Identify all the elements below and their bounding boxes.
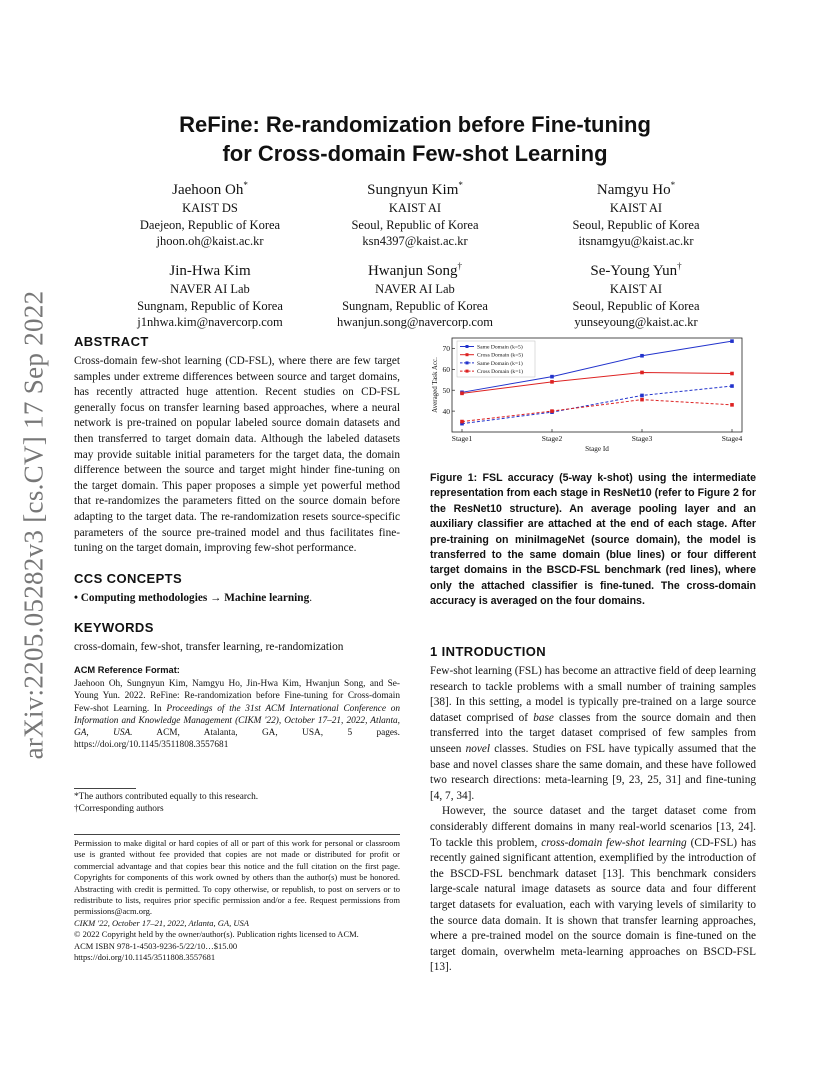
series-point xyxy=(550,409,554,413)
author-mark: † xyxy=(457,261,463,271)
intro-term-base: base xyxy=(533,711,554,724)
legend-label: Same Domain (k=5) xyxy=(477,344,523,351)
abstract-heading: ABSTRACT xyxy=(74,334,149,349)
series-point xyxy=(460,392,464,396)
author-email[interactable]: hwanjun.song@navercorp.com xyxy=(337,315,493,329)
acm-ref-venue: Proceedings of the 31st ACM International Conference on Information and Knowledge Management (CIKM '22), October 17–21, 2022, Atlanta, GA, USA. xyxy=(74,703,401,739)
author-affiliation: NAVER AI Lab xyxy=(170,282,250,296)
keywords-heading: KEYWORDS xyxy=(74,620,154,636)
author-affiliation: KAIST AI xyxy=(609,201,663,215)
x-tick-label: Stage1 xyxy=(451,434,473,443)
author-block xyxy=(95,257,325,331)
acm-ref-heading: ACM Reference Format: xyxy=(74,664,180,675)
author-affiliation: NAVER AI Lab xyxy=(375,282,455,296)
introduction-heading: 1 INTRODUCTION xyxy=(430,644,547,659)
permission-venue: CIKM '22, October 17–21, 2022, Atlanta, GA, USA xyxy=(74,917,249,928)
x-tick-label: Stage3 xyxy=(631,434,653,443)
x-tick-label: Stage4 xyxy=(721,434,743,443)
author-location: Sungnam, Republic of Korea xyxy=(137,298,283,313)
intro-paragraph-2 xyxy=(430,804,756,976)
permission-isbn: ACM ISBN 978-1-4503-9236-5/22/10…$15.00 xyxy=(74,940,238,951)
intro-term-novel: novel xyxy=(465,742,491,755)
author-location: Seoul, Republic of Korea xyxy=(572,298,700,313)
ccs-text xyxy=(74,591,400,607)
series-point xyxy=(640,354,644,358)
legend-marker xyxy=(466,361,469,364)
legend-label: Cross Domain (k=5) xyxy=(477,352,524,359)
footnote-rule xyxy=(74,788,136,789)
legend-label: Cross Domain (k=1) xyxy=(477,369,524,376)
author-block xyxy=(95,176,325,250)
author-mark: * xyxy=(670,180,676,190)
y-tick-label: 50 xyxy=(442,386,450,396)
legend-marker xyxy=(466,370,469,373)
paper-title xyxy=(74,110,756,168)
chart-legend xyxy=(457,341,535,377)
author-affiliation: KAIST DS xyxy=(182,201,238,215)
x-tick-label: Stage2 xyxy=(541,434,563,443)
intro-p1-c: classes. Studies on FSL have typically assumed that the base and novel classes share the same domain, and these have followed two research directions: meta-learning [9, 23, 25, 31] and fine-tuning [4, 7, 34]. xyxy=(430,742,756,802)
legend-marker xyxy=(466,353,469,356)
legend-marker xyxy=(466,345,469,348)
author-location: Sungnam, Republic of Korea xyxy=(342,298,488,313)
author-mark: * xyxy=(243,180,248,190)
author-mark: * xyxy=(458,180,463,190)
author-name: Namgyu Ho xyxy=(596,182,671,198)
author-email[interactable]: j1nhwa.kim@navercorp.com xyxy=(137,315,283,329)
introduction-section xyxy=(430,644,756,976)
permission-rule xyxy=(74,834,400,835)
arxiv-stamp xyxy=(12,290,56,760)
intro-p1-b: classes from the source domain and then transferred into the target dataset comprised of few samples from unseen xyxy=(430,711,756,755)
acm-ref-authors: Jaehoon Oh, Sungnyun Kim, Namgyu Ho, Jin-Hwa Kim, Hwanjun Song, and Se-Young Yun. 2022. ReFine: Re-randomization before Fine-tuning for Cross-domain Few-shot Learning. In xyxy=(74,678,400,714)
author-name: Sungnyun Kim xyxy=(367,182,459,198)
author-email[interactable]: ksn4397@kaist.ac.kr xyxy=(362,234,468,248)
permission-text: Permission to make digital or hard copies of all or part of this work for personal or classroom use is granted without fee provided that copies are not made or distributed for profit or commercial advantage and that copies bear this notice and the full citation on the first page. Copyrights for components of this work owned by others than the author(s) must be honored. Abstracting with credit is permitted. To copy otherwise, or republish, to post on servers or to redistribute to lists, requires prior specific permission and/or a fee. Request permissions from permissions@acm.org. xyxy=(74,838,400,917)
left-column xyxy=(74,334,400,752)
author-affiliation: KAIST AI xyxy=(388,201,442,215)
author-name: Jaehoon Oh xyxy=(172,182,244,198)
permission-block xyxy=(74,838,400,963)
series-point xyxy=(460,420,464,424)
author-name: Jin-Hwa Kim xyxy=(169,263,251,279)
intro-term-cdfsl: cross-domain few-shot learning xyxy=(541,836,687,849)
author-mark: † xyxy=(677,261,682,271)
permission-copyright: © 2022 Copyright held by the owner/author(s). Publication rights licensed to ACM. xyxy=(74,929,359,940)
intro-p2-b: (CD-FSL) has recently gained significant attention, exemplified by the introduction of the BSCD-FSL benchmark dataset [13]. This benchmark considers large-scale natural image datasets as source data and four different target datasets for evaluation, each with varying levels of similarity to the source data domain. It is shown that transfer learning approaches, where a pre-trained model on the source domain is fine-tuned on the target domain, overwhelm meta-learning approaches on BSCD-FSL [13]. xyxy=(430,836,757,974)
series-point xyxy=(550,380,554,384)
x-axis-label: Stage Id xyxy=(585,445,609,453)
figure-1-caption: Figure 1: FSL accuracy (5-way k-shot) using the intermediate representation from each stage in ResNet10 (refer to Figure 2 for the ResNet10 structure). An average pooling layer and an auxiliary classifier are attached at the end of each stage. After pre-training on miniImageNet (source domain), the model is transferred to the same domain (blue lines) or four different target domains in the BSCD-FSL benchmark (red lines), where only the attached classifier is fine-tuned. The cross-domain accuracy is averaged on the four domains. xyxy=(430,472,756,608)
title-line-2: for Cross-domain Few-shot Learning xyxy=(222,141,608,166)
acm-ref-doi[interactable]: ACM, Atalanta, GA, USA, 5 pages. https://doi.org/10.1145/3511808.3557681 xyxy=(74,728,400,751)
author-email[interactable]: jhoon.oh@kaist.ac.kr xyxy=(156,234,264,248)
ccs-period: . xyxy=(309,591,313,604)
intro-paragraph-1 xyxy=(430,664,756,804)
author-block xyxy=(521,257,751,331)
keywords-text: cross-domain, few-shot, transfer learning, re-randomization xyxy=(74,641,344,654)
series-point xyxy=(730,339,734,343)
author-block xyxy=(300,257,530,331)
series-point xyxy=(730,384,734,388)
author-email[interactable]: yunseyoung@kaist.ac.kr xyxy=(574,315,698,329)
figure-1-chart xyxy=(430,334,754,460)
author-block xyxy=(521,176,751,250)
footnotes xyxy=(74,791,400,816)
series-point xyxy=(640,394,644,398)
ccs-concept: • Computing methodologies → Machine learning xyxy=(74,591,310,604)
intro-p1-a: Few-shot learning (FSL) has become an attractive field of deep learning research to tackle problems with a small number of training samples [38]. In this setting, a model is typically pre-trained on a large source dataset comprised of xyxy=(430,665,756,724)
footnote-corresponding: †Corresponding authors xyxy=(74,804,164,815)
author-location: Daejeon, Republic of Korea xyxy=(139,217,281,232)
series-line xyxy=(462,386,732,424)
intro-p2-a: However, the source dataset and the target dataset come from considerably different domains in many real-world scenarios [13, 24]. To tackle this problem, xyxy=(430,805,756,849)
author-block xyxy=(300,176,530,250)
series-point xyxy=(730,403,734,407)
y-axis-label: Averaged Task Acc. xyxy=(431,357,439,413)
y-tick-label: 70 xyxy=(442,344,450,354)
arxiv-stamp-text: arXiv:2205.05282v3 [cs.CV] 17 Sep 2022 xyxy=(18,290,49,760)
author-location: Seoul, Republic of Korea xyxy=(572,217,700,232)
legend-label: Same Domain (k=1) xyxy=(477,360,523,367)
author-affiliation: KAIST AI xyxy=(609,282,663,296)
y-tick-label: 40 xyxy=(442,406,450,416)
series-point xyxy=(640,371,644,375)
ccs-heading: CCS CONCEPTS xyxy=(74,570,183,586)
acm-ref-text xyxy=(74,678,400,752)
author-location: Seoul, Republic of Korea xyxy=(351,217,479,232)
series-point xyxy=(640,398,644,402)
series-point xyxy=(550,375,554,379)
abstract-text: Cross-domain few-shot learning (CD-FSL), where there are few target samples under extreme differences between source and target domains, has recently attracted huge attention. Recent studies on CD-FSL generally focus on transfer learning based approaches, where a neural network is pre-trained on popular labeled source domain datasets and then transferred to target domain data. Although the labeled datasets may provide suitable initial parameters for the target data, the domain difference between the source and target might hinder fine-tuning on the target domain. This paper proposes a simple yet powerful method that re-randomizes the parameters fitted on the source domain before adapting to the target data. The re-randomization resets source-specific parameters of the source pre-trained model and thus facilitates fine-tuning on the target domain, improving few-shot performance. xyxy=(74,355,400,555)
author-email[interactable]: itsnamgyu@kaist.ac.kr xyxy=(578,234,694,248)
author-name: Se-Young Yun xyxy=(590,263,678,279)
permission-doi[interactable]: https://doi.org/10.1145/3511808.3557681 xyxy=(74,952,216,963)
series-point xyxy=(730,372,734,376)
y-tick-label: 60 xyxy=(442,365,450,375)
title-line-1: ReFine: Re-randomization before Fine-tuning xyxy=(179,112,651,137)
author-name: Hwanjun Song xyxy=(367,263,458,279)
footnote-equal: *The authors contributed equally to this research. xyxy=(74,792,259,802)
